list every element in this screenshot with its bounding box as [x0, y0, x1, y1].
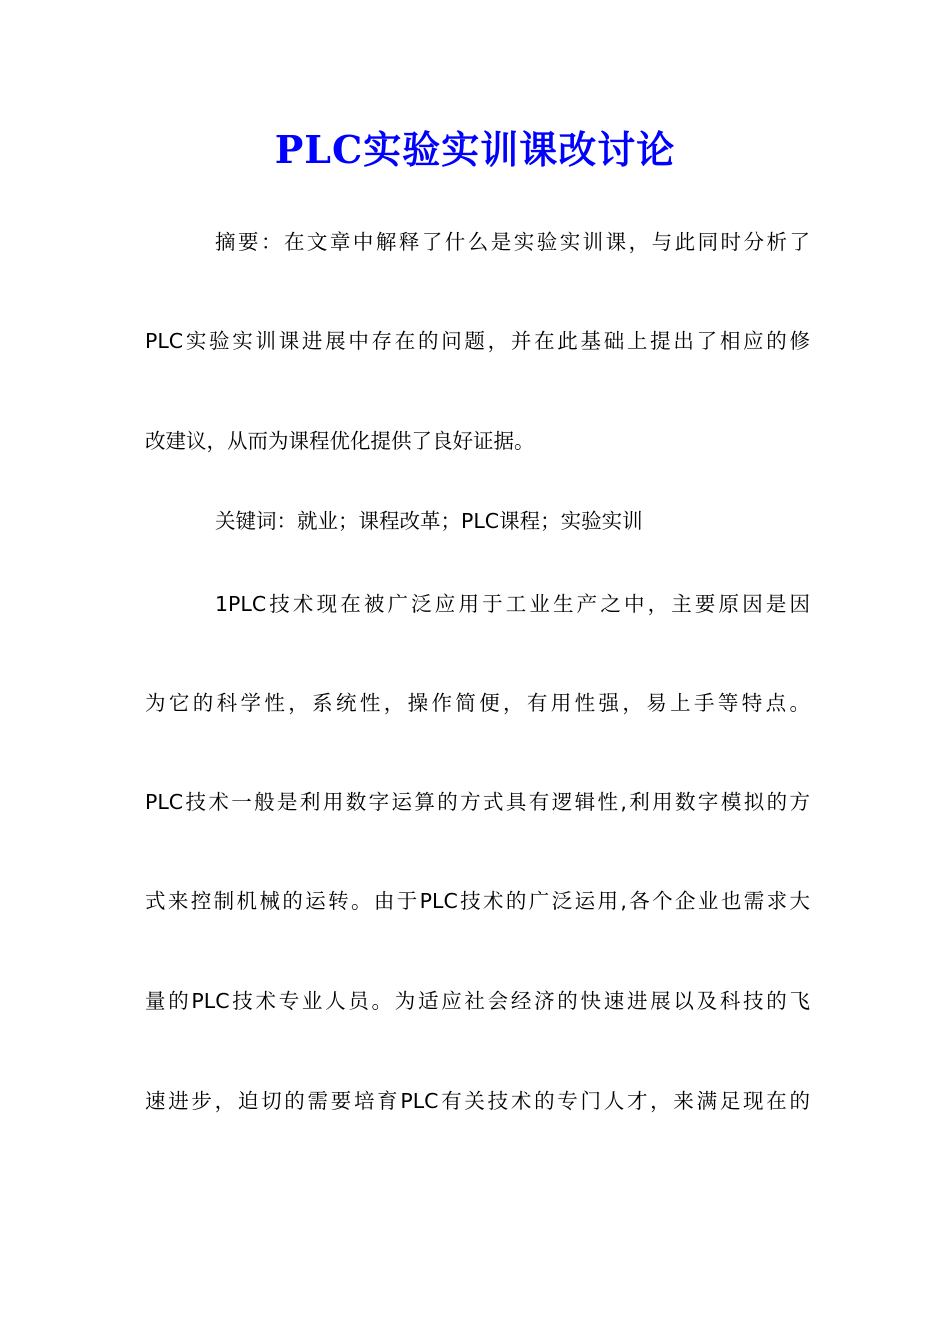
body-line-1: 1PLC技术现在被广泛应用于工业生产之中，主要原因是因 — [215, 592, 810, 616]
body-line-2: 为它的科学性，系统性，操作简便，有用性强，易上手等特点。 — [145, 691, 810, 715]
body-line-6: 速进步，迫切的需要培育PLC有关技术的专门人才，来满足现在的 — [145, 1089, 810, 1113]
abstract-line-2: PLC实验实训课进展中存在的问题，并在此基础上提出了相应的修 — [145, 329, 810, 353]
document-title: PLC实验实训课改讨论 — [274, 127, 676, 172]
keywords-line: 关键词：就业；课程改革；PLC课程；实验实训 — [215, 509, 643, 533]
body-line-4: 式来控制机械的运转。由于PLC技术的广泛运用,各个企业也需求大 — [145, 889, 810, 913]
body-line-5: 量的PLC技术专业人员。为适应社会经济的快速进展以及科技的飞 — [145, 989, 810, 1013]
abstract-line-3: 改建议，从而为课程优化提供了良好证据。 — [145, 429, 535, 453]
body-line-3: PLC技术一般是利用数字运算的方式具有逻辑性,利用数字模拟的方 — [145, 790, 810, 814]
abstract-line-1: 摘要：在文章中解释了什么是实验实训课，与此同时分析了 — [215, 230, 810, 254]
